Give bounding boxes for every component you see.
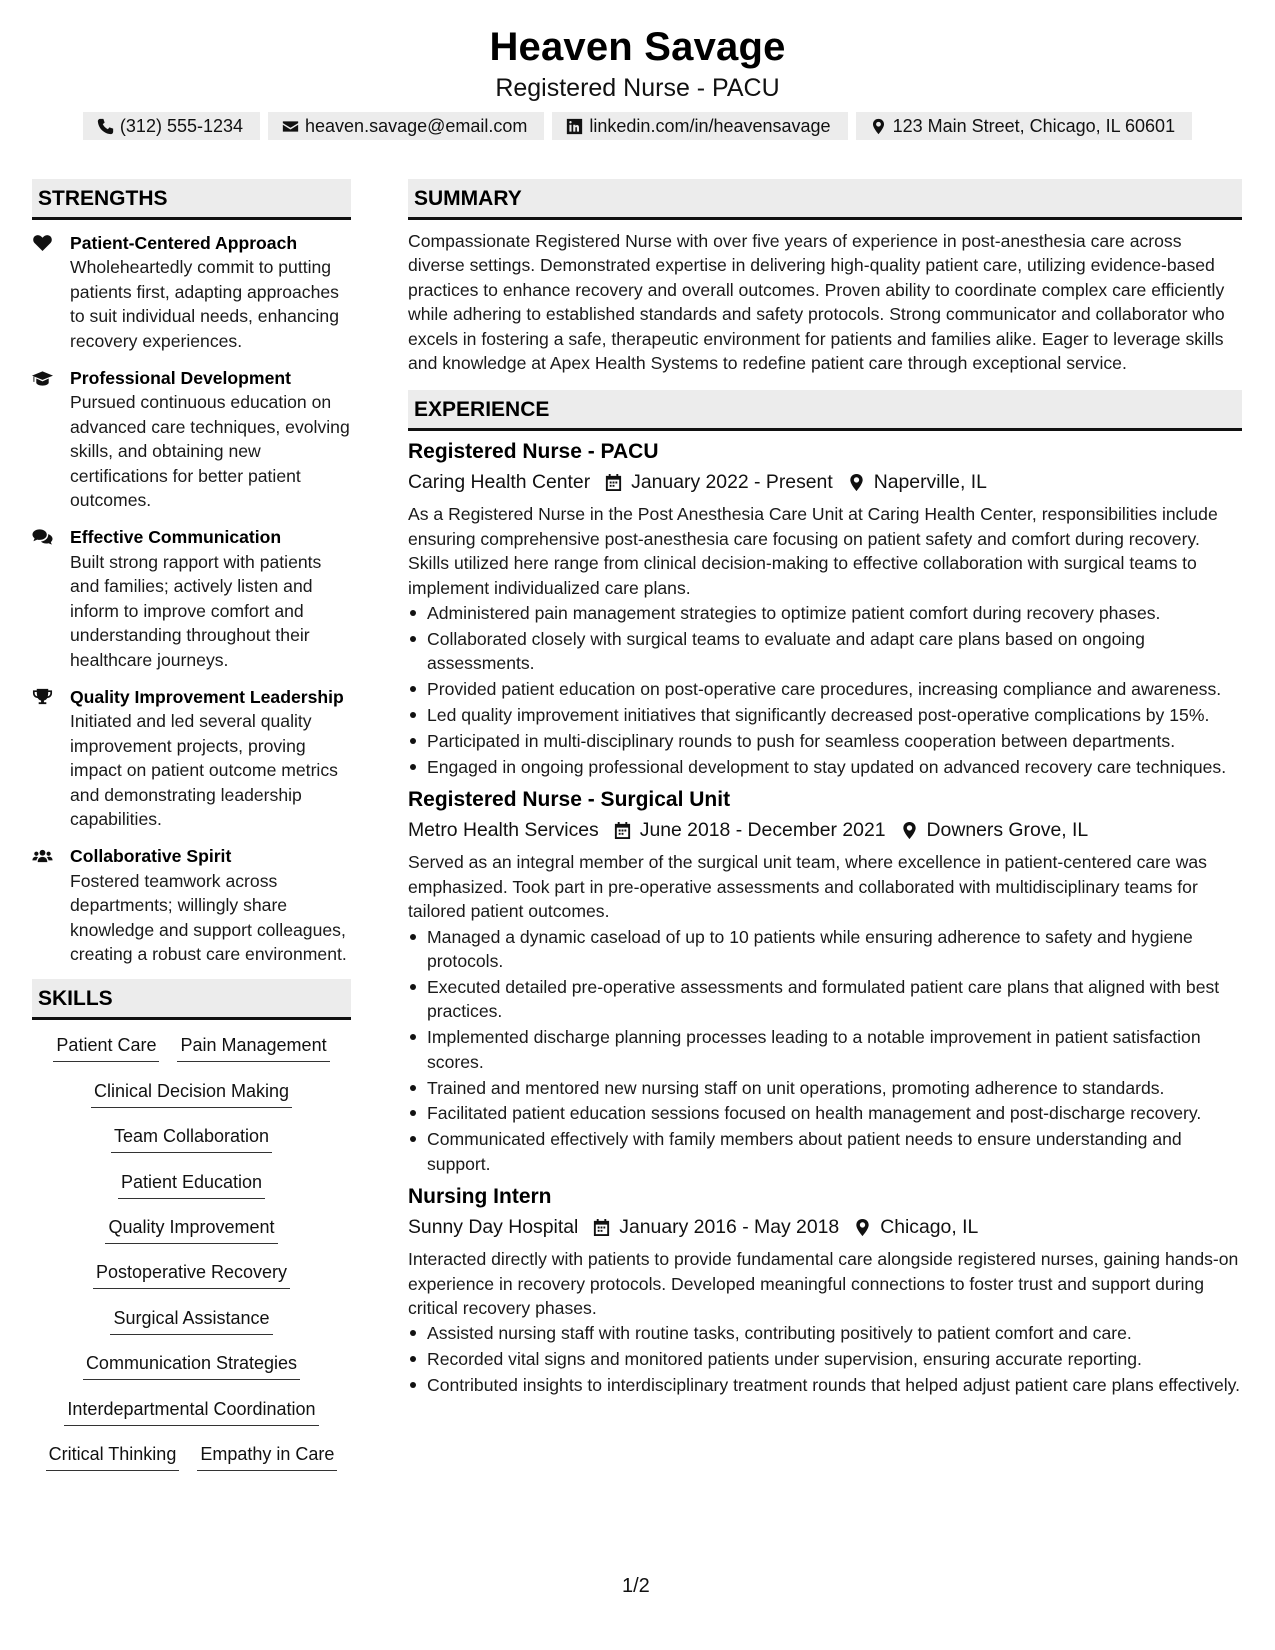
skill-tag: Postoperative Recovery xyxy=(93,1259,290,1289)
phone-text: (312) 555-1234 xyxy=(119,116,244,136)
skill-tag: Team Collaboration xyxy=(111,1123,272,1153)
skill-tag: Pain Management xyxy=(177,1032,329,1062)
list-item: Communicated effectively with family members about patient needs to ensure understanding and support. xyxy=(408,1127,1242,1176)
linkedin-icon xyxy=(566,118,583,135)
strength-desc: Wholeheartedly commit to putting patients first, adapting approaches to suit individual needs, enhancing recovery experiences. xyxy=(70,257,339,351)
job-title: Nursing Intern xyxy=(408,1185,552,1209)
job-meta xyxy=(408,815,1242,845)
candidate-name: Heaven Savage xyxy=(489,25,786,69)
strengths-list xyxy=(32,220,351,966)
right-column xyxy=(408,179,1242,1399)
list-item: Contributed insights to interdisciplinary treatment rounds that helped adjust patient care plans effectively. xyxy=(408,1373,1242,1397)
list-item: Administered pain management strategies to optimize patient comfort during recovery phases. xyxy=(408,601,1242,625)
email-text: heaven.savage@email.com xyxy=(305,116,528,136)
calendar-icon xyxy=(592,1218,611,1237)
job-location: Downers Grove, IL xyxy=(926,819,1089,842)
job-description: Served as an integral member of the surgical unit team, where excellence in patient-centered care was emphasized. Took part in pre-operative assessments and collaborated with multidisciplinary teams for tailored patient outcomes. xyxy=(408,852,1207,922)
job-bullets xyxy=(408,1321,1242,1397)
skill-tag: Communication Strategies xyxy=(83,1350,300,1380)
list-item: Facilitated patient education sessions focused on health management and post-discharge recovery. xyxy=(408,1101,1242,1125)
job-description: Interacted directly with patients to provide fundamental care alongside registered nurses, gaining hands-on experience in recovery protocols. Developed meaningful connections to foster trust and support during critical recovery phases. xyxy=(408,1249,1239,1318)
strength-desc: Fostered teamwork across departments; willingly share knowledge and support colleagues, creating a robust care environment. xyxy=(70,870,347,964)
address-text: 123 Main Street, Chicago, IL 60601 xyxy=(892,116,1176,136)
strength-title: Effective Communication xyxy=(70,527,282,548)
job-dates: January 2016 - May 2018 xyxy=(619,1216,840,1239)
strength-desc: Built strong rapport with patients and families; actively listen and inform to improve comfort and understanding throughout their healthcare journeys. xyxy=(70,551,322,670)
job-title: Registered Nurse - PACU xyxy=(408,440,659,464)
map-pin-icon xyxy=(853,1218,872,1237)
linkedin-text: linkedin.com/in/heavensavage xyxy=(589,116,831,136)
list-item: Collaborated closely with surgical teams to evaluate and adapt care plans based on ongoing assessments. xyxy=(408,627,1242,676)
strength-title: Patient-Centered Approach xyxy=(70,233,298,253)
job-meta xyxy=(408,1212,1242,1242)
contact-email[interactable] xyxy=(268,112,544,140)
graduation-cap-icon xyxy=(32,369,53,387)
skill-tag: Quality Improvement xyxy=(105,1214,277,1244)
strength-item xyxy=(32,366,351,512)
job-location: Naperville, IL xyxy=(873,471,987,494)
strength-item xyxy=(32,844,351,966)
map-pin-icon xyxy=(847,473,866,492)
skill-tag: Surgical Assistance xyxy=(110,1305,272,1335)
list-item: Led quality improvement initiatives that significantly decreased post-operative complications by 15%. xyxy=(408,703,1242,727)
job-company: Caring Health Center xyxy=(408,471,591,494)
job-location: Chicago, IL xyxy=(880,1216,979,1239)
list-item: Participated in multi-disciplinary rounds to push for seamless cooperation between departments. xyxy=(408,729,1242,753)
strengths-heading: STRENGTHS xyxy=(32,179,351,220)
resume-header xyxy=(0,22,1275,140)
job-description: As a Registered Nurse in the Post Anesthesia Care Unit at Caring Health Center, responsibilities include ensuring comprehensive post-anesthesia care focusing on patient safety and comfort during recovery. Skills utilized here range from clinical decision-making to effective collaboration with surgical teams to implement individualized care plans. xyxy=(408,504,1218,598)
skill-tag: Clinical Decision Making xyxy=(91,1078,292,1108)
strength-item xyxy=(32,525,351,671)
calendar-icon xyxy=(604,473,623,492)
skills-list xyxy=(32,1020,351,1486)
job-bullets xyxy=(408,925,1242,1177)
contact-linkedin[interactable] xyxy=(552,112,847,140)
strength-desc: Initiated and led several quality improvement projects, proving impact on patient outcome metrics and demonstrating leadership capabilities. xyxy=(70,711,338,829)
list-item: Assisted nursing staff with routine tasks, contributing positively to patient comfort and care. xyxy=(408,1321,1242,1345)
skill-tag: Interdepartmental Coordination xyxy=(64,1396,318,1426)
job-entry xyxy=(408,1182,1242,1397)
skill-tag: Empathy in Care xyxy=(197,1441,337,1471)
heart-icon xyxy=(32,234,53,252)
strength-title: Collaborative Spirit xyxy=(70,846,232,867)
skills-heading: SKILLS xyxy=(32,979,351,1020)
trophy-icon xyxy=(32,688,53,706)
list-item: Implemented discharge planning processes leading to a notable improvement in patient satisfaction scores. xyxy=(408,1025,1242,1074)
contact-bar xyxy=(0,112,1275,140)
strength-item xyxy=(32,231,351,353)
strength-desc: Pursued continuous education on advanced care techniques, evolving skills, and obtaining new certifications for better patient outcomes. xyxy=(70,392,350,511)
strength-title: Quality Improvement Leadership xyxy=(70,686,344,707)
job-company: Metro Health Services xyxy=(408,819,599,842)
skill-tag: Critical Thinking xyxy=(46,1441,180,1471)
candidate-title: Registered Nurse - PACU xyxy=(495,74,780,102)
map-pin-icon xyxy=(900,821,919,840)
contact-phone[interactable] xyxy=(83,112,260,140)
list-item: Managed a dynamic caseload of up to 10 patients while ensuring adherence to safety and hygiene protocols. xyxy=(408,925,1242,974)
comments-icon xyxy=(32,528,53,546)
strength-title: Professional Development xyxy=(70,368,291,389)
job-dates: January 2022 - Present xyxy=(631,471,833,494)
skill-tag: Patient Education xyxy=(118,1169,265,1199)
job-entry xyxy=(408,785,1242,1176)
list-item: Executed detailed pre-operative assessments and formulated patient care plans that aligned with best practices. xyxy=(408,975,1242,1024)
left-column xyxy=(32,179,351,1486)
job-company: Sunny Day Hospital xyxy=(408,1216,579,1239)
page-number: 1/2 xyxy=(622,1575,650,1597)
map-pin-icon xyxy=(870,118,887,135)
users-icon xyxy=(32,847,53,865)
experience-heading: EXPERIENCE xyxy=(408,390,1242,431)
job-bullets xyxy=(408,601,1242,779)
calendar-icon xyxy=(613,821,632,840)
phone-icon xyxy=(97,118,114,135)
job-title: Registered Nurse - Surgical Unit xyxy=(408,788,731,812)
contact-address xyxy=(856,112,1193,140)
job-entry xyxy=(408,437,1242,779)
job-dates: June 2018 - December 2021 xyxy=(639,819,886,842)
envelope-icon xyxy=(282,118,299,135)
list-item: Trained and mentored new nursing staff on unit operations, promoting adherence to standards. xyxy=(408,1076,1242,1100)
job-meta xyxy=(408,467,1242,497)
skill-tag: Patient Care xyxy=(53,1032,159,1062)
list-item: Recorded vital signs and monitored patients under supervision, ensuring accurate reporting. xyxy=(408,1347,1242,1371)
strength-item xyxy=(32,685,351,831)
summary-text: Compassionate Registered Nurse with over five years of experience in post-anesthesia care across diverse settings. Demonstrated expertise in delivering high-quality patient care, utilizing evidence-based practices to enhance recovery and overall outcomes. Proven ability to coordinate complex care efficiently while adhering to established standards and safety protocols. Strong communicator and collaborator who excels in fostering a safe, therapeutic environment for patients and families alike. Eager to leverage skills and knowledge at Apex Health Systems to redefine patient care through exceptional service. xyxy=(408,231,1225,374)
list-item: Engaged in ongoing professional development to stay updated on advanced recovery care techniques. xyxy=(408,755,1242,779)
summary-heading: SUMMARY xyxy=(408,179,1242,220)
list-item: Provided patient education on post-operative care procedures, increasing compliance and awareness. xyxy=(408,677,1242,701)
